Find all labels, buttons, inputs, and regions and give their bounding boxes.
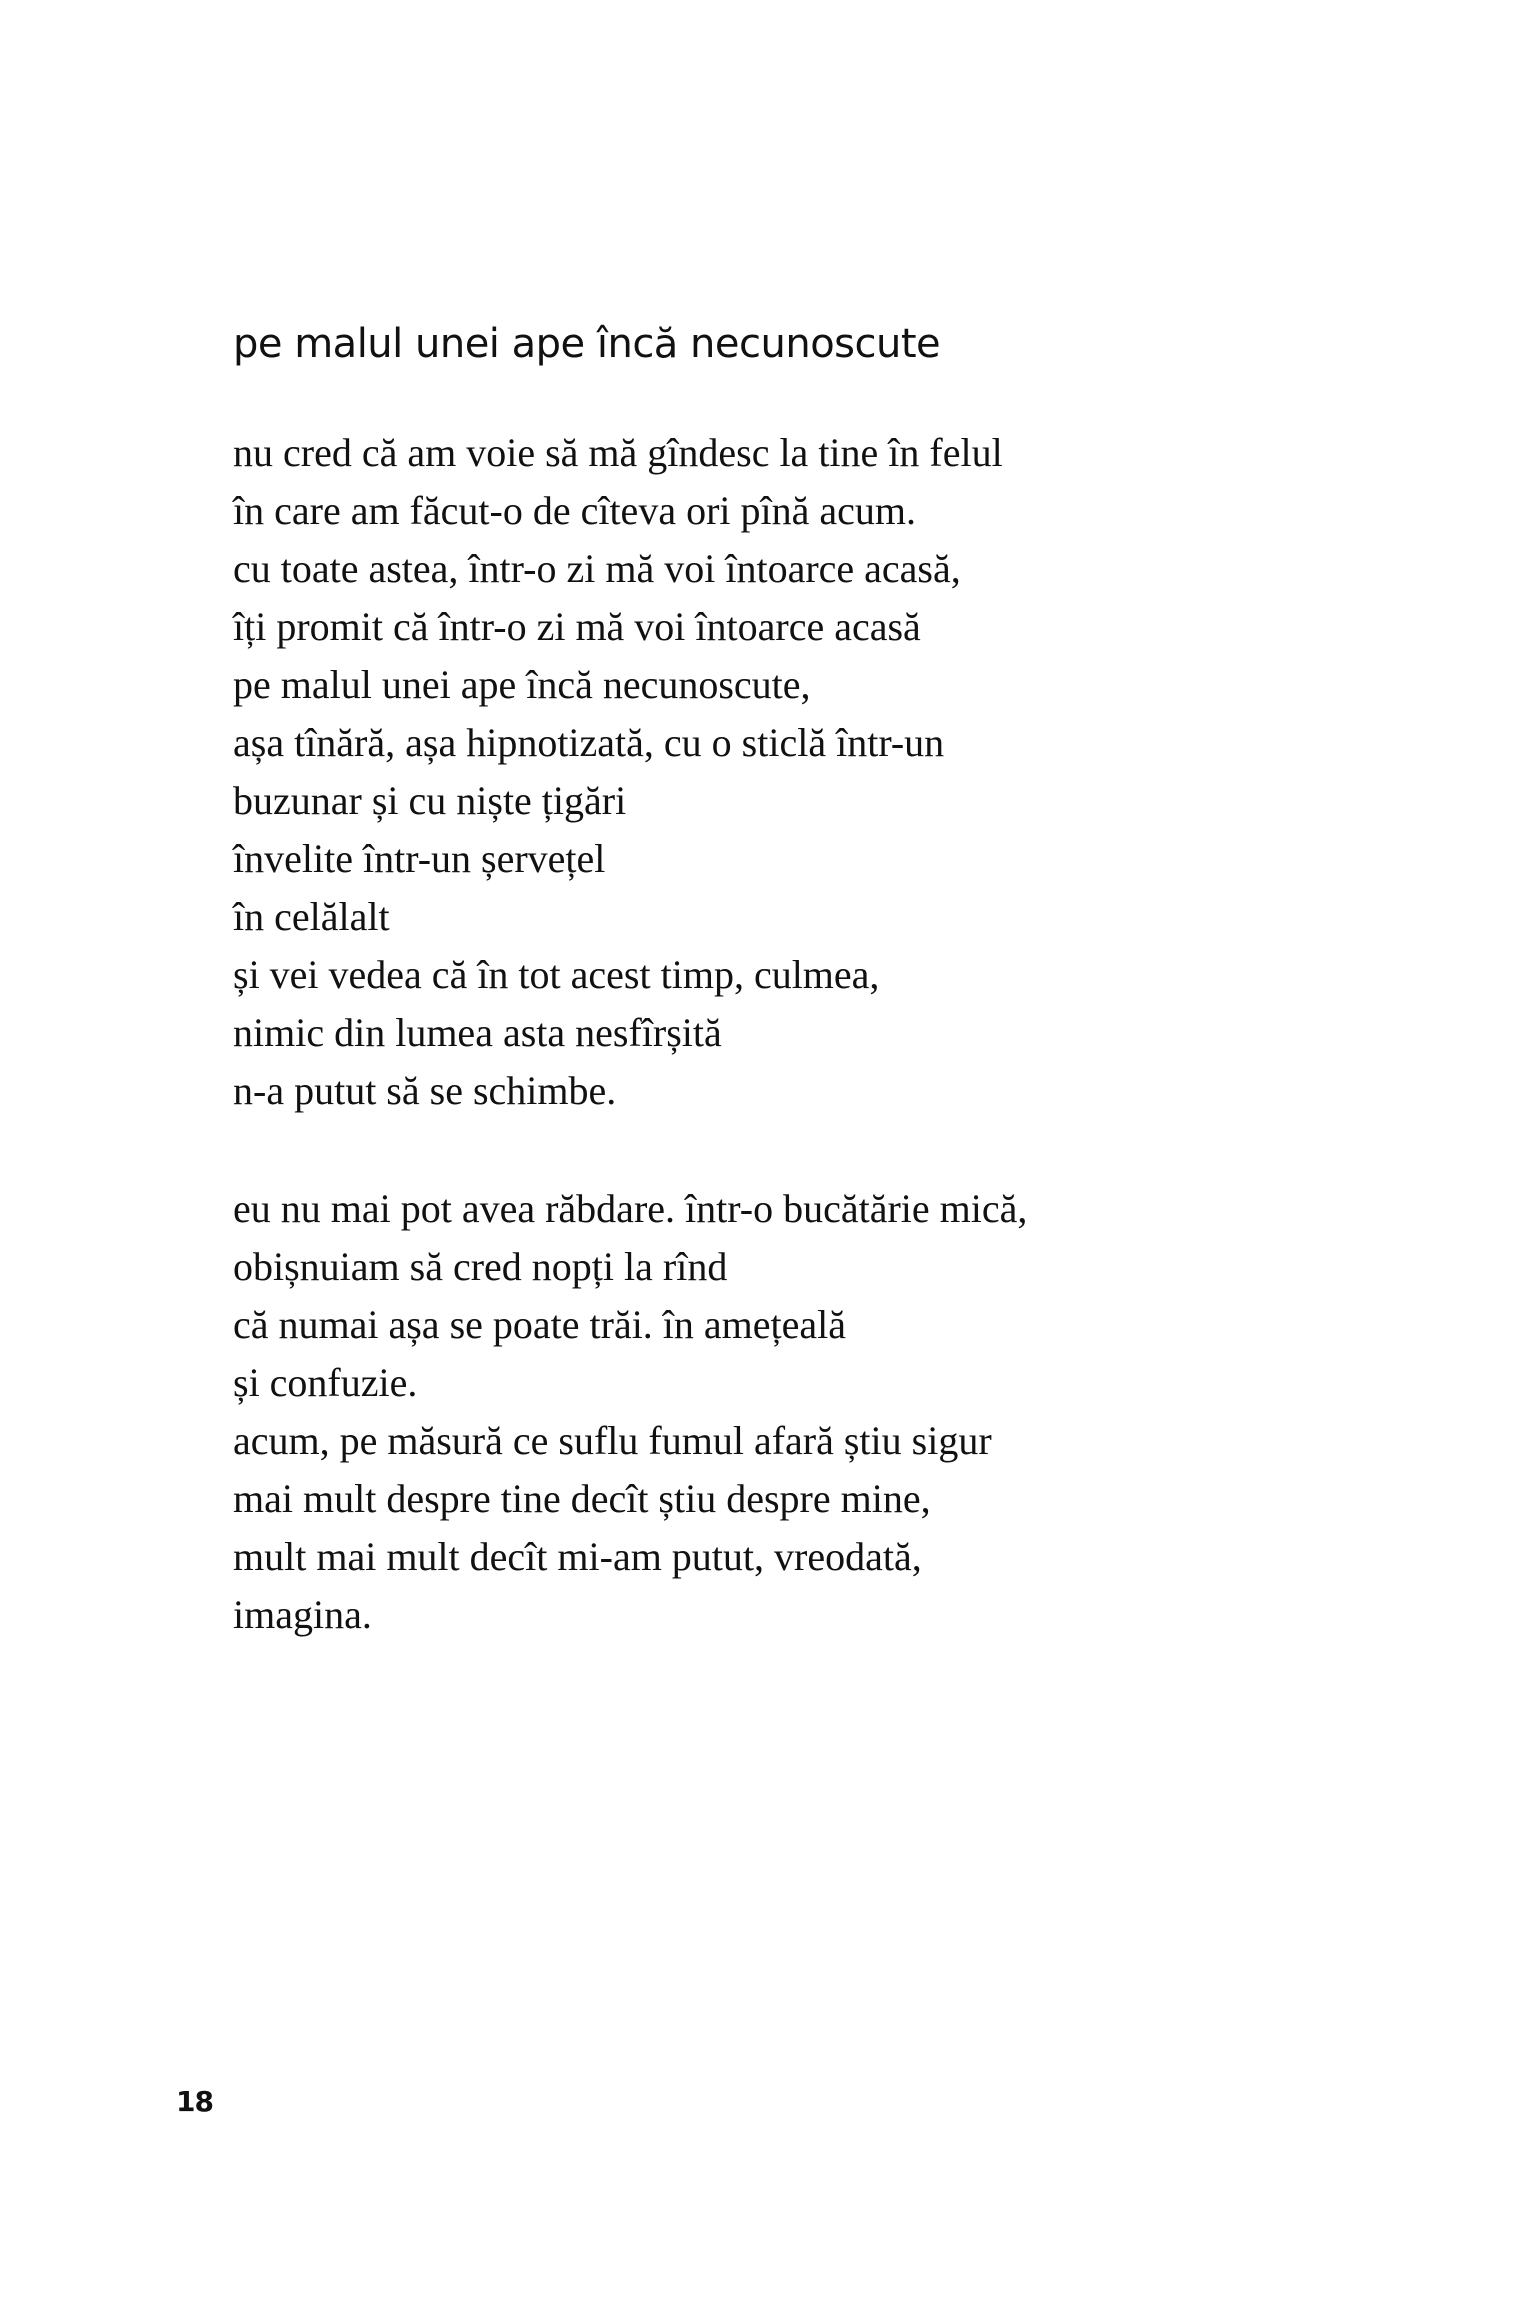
verse-line: pe malul unei ape încă necunoscute, [233, 662, 811, 707]
verse-line: acum, pe măsură ce suflu fumul afară știu sigur [233, 1418, 992, 1463]
verse-line: mult mai mult decît mi-am putut, vreodată, [233, 1534, 922, 1579]
verse-line: nu cred că am voie să mă gîndesc la tine în felul [233, 430, 1003, 475]
verse-line: eu nu mai pot avea răbdare. într-o bucătărie mică, [233, 1186, 1028, 1231]
verse-line: nimic din lumea asta nesfîrșită [233, 1010, 722, 1055]
verse-line: în celălalt [233, 894, 390, 939]
verse-line: buzunar și cu niște țigări [233, 778, 627, 823]
verse-line: îți promit că într-o zi mă voi întoarce acasă [233, 604, 921, 649]
verse-line: că numai așa se poate trăi. în amețeală [233, 1302, 847, 1347]
stanza-1 [233, 424, 1003, 1120]
page-number: 18 [176, 2085, 213, 2118]
verse-line: obișnuiam să cred nopți la rînd [233, 1244, 728, 1289]
stanza-2 [233, 1180, 1027, 1644]
verse-line: și vei vedea că în tot acest timp, culmea, [233, 952, 880, 997]
verse-line: așa tînără, așa hipnotizată, cu o sticlă într-un [233, 720, 945, 765]
verse-line: și confuzie. [233, 1360, 418, 1405]
poem-title: pe malul unei ape încă necunoscute [233, 321, 941, 367]
verse-line: mai mult despre tine decît știu despre mine, [233, 1476, 931, 1521]
verse-line: imagina. [233, 1592, 372, 1637]
verse-line: cu toate astea, într-o zi mă voi întoarce acasă, [233, 546, 961, 591]
verse-line: învelite într-un șervețel [233, 836, 606, 881]
verse-line: n-a putut să se schimbe. [233, 1068, 617, 1113]
verse-line: în care am făcut-o de cîteva ori pînă acum. [233, 488, 916, 533]
